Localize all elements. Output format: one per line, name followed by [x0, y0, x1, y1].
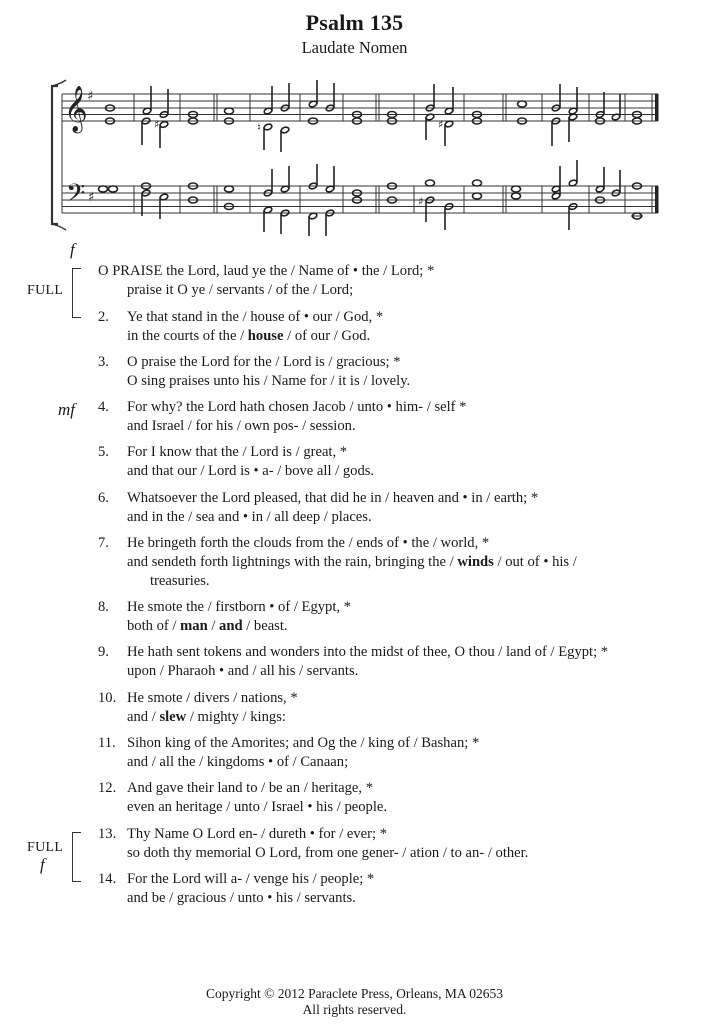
verse-number: 4.: [98, 399, 109, 415]
verse-line-1: He bringeth forth the clouds from the / ends of • the / world, *: [127, 535, 490, 551]
verse-number: 2.: [98, 309, 109, 325]
verse-line-1: Thy Name O Lord en- / dureth • for / ever; *: [127, 826, 388, 842]
full-bracket-bottom: [72, 832, 81, 882]
dynamic-forte-top: f: [70, 240, 75, 259]
full-label-top: FULL: [27, 283, 64, 298]
text-segment: both of /: [127, 618, 181, 634]
verse-line-2: and / all the / kingdoms • of / Canaan;: [127, 754, 349, 770]
verse-line-2: so doth thy memorial O Lord, from one gener- / ation / to an- / other.: [127, 845, 529, 861]
final-barline: [655, 94, 659, 121]
verse-number: 13.: [98, 826, 117, 842]
svg-text:♯: ♯: [418, 195, 424, 208]
verse-line-1: And gave their land to / be an / heritage, *: [127, 780, 373, 796]
verse-line-1: He hath sent tokens and wonders into the midst of thee, O thou / land of / Egypt; *: [127, 644, 609, 660]
verse-number: 14.: [98, 871, 117, 887]
verse-number: 7.: [98, 535, 109, 551]
verse-line-2: O sing praises unto his / Name for / it is / lovely.: [127, 373, 411, 389]
text-segment: / beast.: [242, 618, 288, 634]
text-segment: in the courts of the /: [127, 328, 248, 344]
text-segment: / mighty / kings:: [186, 709, 286, 725]
treble-notes: [106, 80, 642, 152]
treble-clef-icon: 𝄞: [64, 86, 88, 132]
emphasis-text: slew: [159, 709, 187, 725]
verse-line-2: even an heritage / unto / Israel • his / people.: [127, 799, 388, 815]
emphasis-text: man: [180, 618, 208, 634]
verse-line-2: [127, 617, 288, 636]
verse-number: 11.: [98, 735, 116, 751]
text-segment: / out of • his /: [493, 554, 577, 570]
key-signature-sharp-treble: ♯: [87, 89, 94, 104]
copyright-notice: [0, 986, 709, 1018]
page-subtitle: Laudate Nomen: [301, 38, 408, 57]
verse-line-1: Sihon king of the Amorites; and Og the / king of / Bashan; *: [127, 735, 480, 751]
verse-line-2: [127, 553, 577, 572]
full-label-bottom: FULL: [27, 840, 64, 855]
verse-line-1: He smote the / firstborn • of / Egypt, *: [127, 599, 351, 615]
verse-line-2: and in the / sea and • in / all deep / places.: [127, 509, 372, 525]
bass-clef-icon: 𝄢: [66, 179, 86, 214]
emphasis-text: and: [219, 618, 243, 634]
verse-number: 12.: [98, 780, 117, 796]
emphasis-text: winds: [457, 554, 494, 570]
verse-number: 5.: [98, 444, 109, 460]
verse-number: 10.: [98, 690, 117, 706]
dynamic-mezzo-forte: mf: [58, 400, 75, 419]
emphasis-text: house: [247, 328, 284, 344]
dynamic-forte-bottom: f: [40, 855, 45, 874]
verse-line-2: [127, 327, 370, 346]
svg-text:♯: ♯: [438, 118, 444, 131]
text-segment: and sendeth forth lightnings with the rain, bringing the /: [127, 554, 458, 570]
key-signature-sharp-bass: ♯: [88, 190, 95, 205]
verse-line-1: For I know that the / Lord is / great, *: [127, 444, 348, 460]
copyright-line: Copyright © 2012 Paraclete Press, Orleans, MA 02653: [205, 986, 504, 1001]
chant-score: [0, 0, 709, 240]
verse-line-2: and that our / Lord is • a- / bove all / gods.: [127, 463, 375, 479]
verse-line-2: [127, 708, 286, 727]
verse-line-1: O PRAISE the Lord, laud ye the / Name of • the / Lord; *: [98, 263, 435, 279]
verse-number: 8.: [98, 599, 109, 615]
svg-text:♯: ♯: [154, 118, 160, 131]
verse-line-1: He smote / divers / nations, *: [127, 690, 298, 706]
verse-line-2: upon / Pharaoh • and / all his / servants.: [127, 663, 359, 679]
verse-line-1: Ye that stand in the / house of • our / God, *: [127, 309, 384, 325]
svg-text:♮: ♮: [257, 121, 261, 134]
verse-line-2: and Israel / for his / own pos- / session.: [127, 418, 356, 434]
system-bracket: [52, 86, 58, 224]
verse-number: 3.: [98, 354, 109, 370]
verse-number: 6.: [98, 490, 109, 506]
verse-line-1: Whatsoever the Lord pleased, that did he in / heaven and • in / earth; *: [127, 490, 539, 506]
text-segment: /: [207, 618, 220, 634]
verse-line-1: For why? the Lord hath chosen Jacob / unto • him- / self *: [127, 399, 467, 415]
verse-line-1: O praise the Lord for the / Lord is / gracious; *: [127, 354, 401, 370]
verse-line-3: treasuries.: [150, 573, 210, 589]
verse-number: 9.: [98, 644, 109, 660]
verse-line-1: For the Lord will a- / venge his / people; *: [127, 871, 375, 887]
rights-line: All rights reserved.: [302, 1002, 407, 1017]
full-bracket-top: [72, 268, 81, 318]
page-title: Psalm 135: [305, 10, 404, 35]
text-segment: and /: [127, 709, 160, 725]
verse-line-2: praise it O ye / servants / of the / Lord;: [127, 282, 354, 298]
text-segment: / of our / God.: [283, 328, 371, 344]
verse-line-2: and be / gracious / unto • his / servants.: [127, 890, 356, 906]
